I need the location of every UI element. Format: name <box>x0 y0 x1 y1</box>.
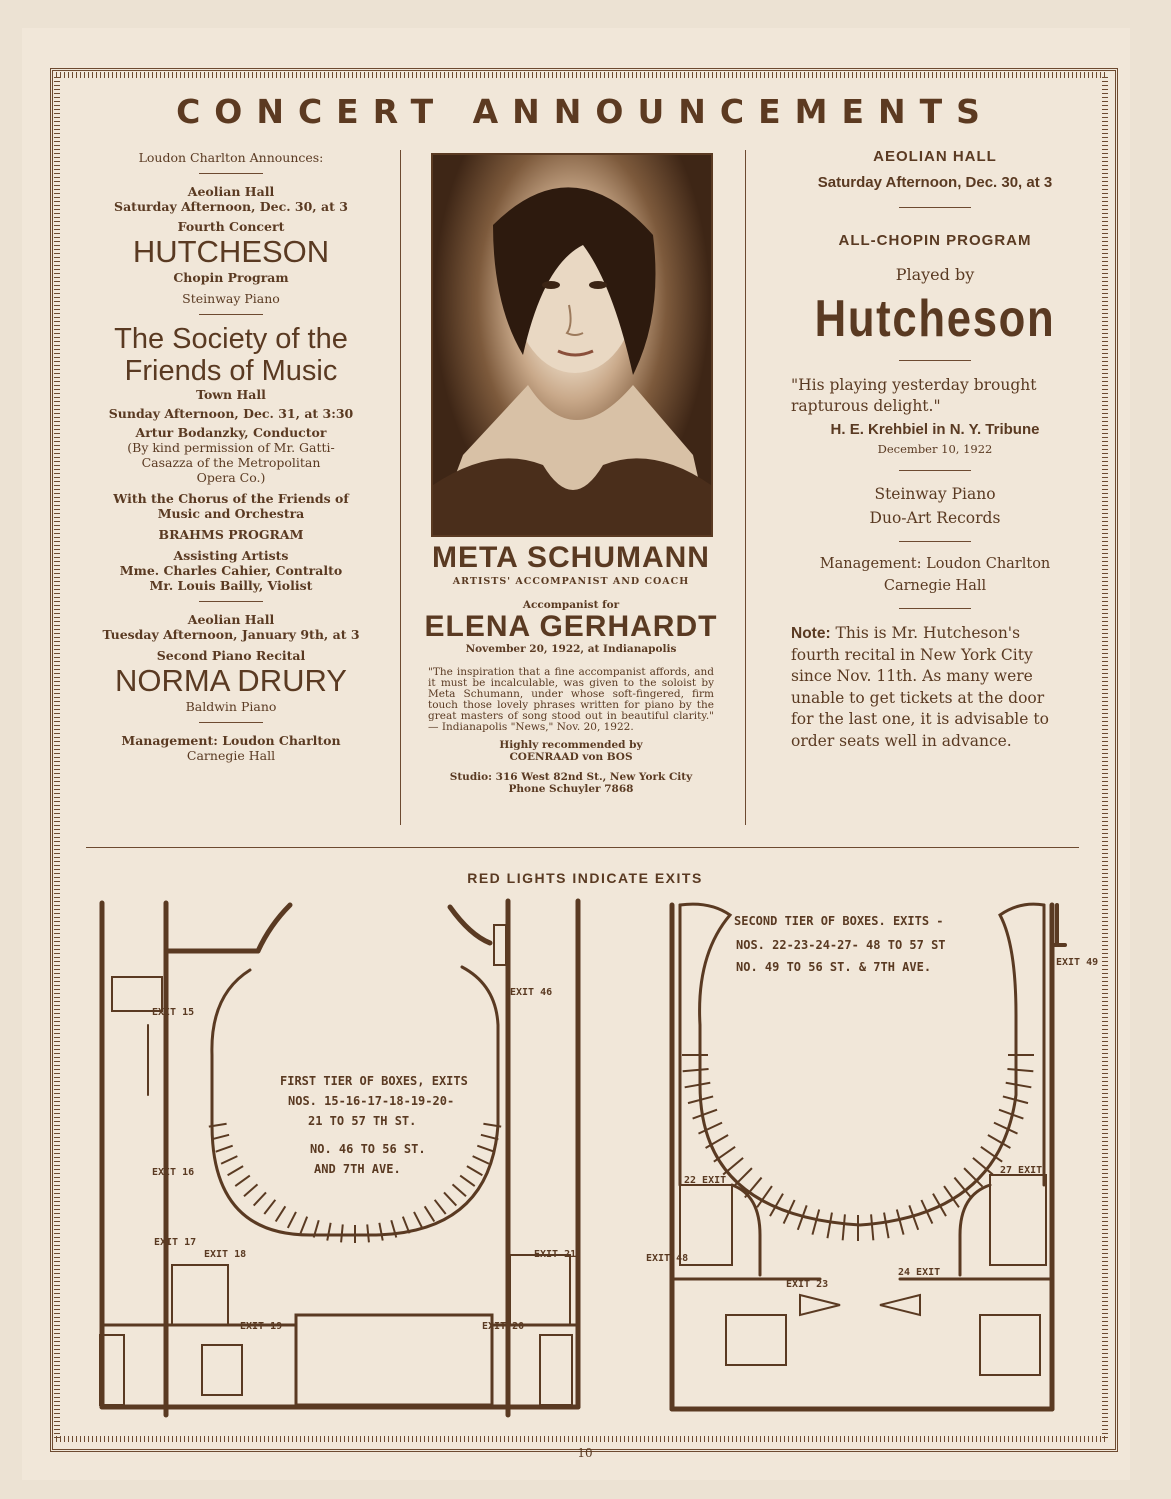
first-tier-floor-plan <box>90 895 590 1415</box>
note-line: order seats well in advance. <box>791 731 1012 750</box>
border-hatch-right <box>1102 76 1108 1438</box>
exit-label: EXIT 17 <box>154 1237 197 1248</box>
accompanist-role: ARTISTS' ACCOMPANIST AND COACH <box>452 576 690 587</box>
box-divider <box>216 1146 233 1152</box>
exit-label: 24 EXIT <box>898 1267 941 1278</box>
page-title: CONCERT ANNOUNCEMENTS <box>176 92 994 131</box>
column-divider-left <box>400 150 401 825</box>
artist-name: Hutcheson <box>814 290 1056 348</box>
box-divider <box>693 1110 717 1119</box>
note-line: This is Mr. Hutcheson's <box>835 624 1021 642</box>
divider <box>899 541 971 542</box>
management-line: Management: Loudon Charlton <box>121 733 341 748</box>
first-tier-text-1: FIRST TIER OF BOXES, EXITS <box>280 1074 468 1088</box>
box-divider <box>685 1083 711 1088</box>
note-line: since Nov. 11th. As many were <box>791 667 1033 685</box>
divider <box>899 207 971 208</box>
box-divider <box>341 1224 343 1242</box>
divider <box>199 722 263 723</box>
box-divider <box>367 1224 369 1242</box>
review-quote: "His playing yesterday brought <box>791 376 1037 394</box>
border-hatch-left <box>54 76 60 1438</box>
review-quote: "The inspiration that a fine accompanist affords, and it must be incalculable, was given to the soloist by Meta Schumann, under whose soft-fingered, firm touch those lovely phrases written for piano by the great masters of song stood out in beautiful clarity." — Indianapolis "News," Nov. 20, 1922. <box>428 666 714 733</box>
box-divider <box>264 1200 275 1214</box>
border-hatch-top <box>56 72 1106 78</box>
recommended-line: Highly recommended by <box>499 739 643 751</box>
divider <box>199 314 263 315</box>
box-divider <box>327 1223 330 1241</box>
management-line: Management: Loudon Charlton <box>819 556 1051 572</box>
box-divider <box>884 1213 889 1239</box>
concert-number: Fourth Concert <box>177 219 285 234</box>
hall-name: Aeolian Hall <box>187 184 275 199</box>
plans-heading: RED LIGHTS INDICATE EXITS <box>467 870 703 886</box>
recommender-name: COENRAAD von BOS <box>509 751 633 763</box>
box-divider <box>228 1166 243 1175</box>
assisting-heading: Assisting Artists <box>173 548 289 563</box>
second-tier-text-3: NO. 49 TO 56 ST. & 7TH AVE. <box>736 960 932 974</box>
exit-label: EXIT 18 <box>204 1249 247 1260</box>
program-name: Chopin Program <box>173 270 289 285</box>
hall-name: AEOLIAN HALL <box>873 148 997 165</box>
divider <box>199 173 263 174</box>
divider <box>899 360 971 361</box>
exit-label: EXIT 19 <box>240 1321 283 1332</box>
box-divider <box>698 1123 722 1134</box>
box-divider <box>288 1212 296 1228</box>
exit-label: EXIT 23 <box>786 1279 829 1290</box>
program-name: ALL-CHOPIN PROGRAM <box>838 232 1032 249</box>
studio-address: Studio: 316 West 82nd St., New York City <box>449 771 693 783</box>
note-label: Note: <box>791 625 831 642</box>
left-column <box>72 150 390 763</box>
box-divider <box>723 1158 743 1175</box>
box-divider <box>435 1200 446 1214</box>
box-divider <box>460 1176 475 1187</box>
box-divider <box>254 1192 266 1205</box>
exit-label: 22 EXIT <box>684 1175 727 1186</box>
exit-label: EXIT 21 <box>534 1249 577 1260</box>
permission-line: Opera Co.) <box>196 470 266 485</box>
box-divider <box>444 1192 456 1205</box>
singer-name: ELENA GERHARDT <box>424 610 718 643</box>
section-divider <box>86 847 1079 848</box>
box-divider <box>734 1168 752 1186</box>
critic-name: H. E. Krehbiel in N. Y. Tribune <box>830 421 1040 438</box>
exit-label: EXIT 46 <box>510 987 553 998</box>
exit-label: EXIT 49 <box>1056 957 1099 968</box>
event-date: Saturday Afternoon, Dec. 30, at 3 <box>817 174 1053 191</box>
box-divider <box>988 1135 1011 1148</box>
box-divider <box>425 1206 435 1221</box>
exit-label: 27 EXIT <box>1000 1165 1043 1176</box>
performance-date: November 20, 1922, at Indianapolis <box>465 643 677 655</box>
management-hall: Carnegie Hall <box>186 748 276 763</box>
box-divider <box>453 1184 467 1196</box>
artist-name: NORMA DRURY <box>115 663 347 698</box>
second-tier-text-1: SECOND TIER OF BOXES. EXITS - <box>734 914 944 928</box>
hall-name: Aeolian Hall <box>187 612 275 627</box>
box-divider <box>467 1166 482 1175</box>
hall-name: Town Hall <box>196 387 266 402</box>
chorus-line: Music and Orchestra <box>157 506 305 521</box>
box-divider <box>473 1156 489 1164</box>
box-divider <box>212 1135 229 1139</box>
note-paragraph <box>775 623 1095 752</box>
accompanist-name: META SCHUMANN <box>432 541 710 574</box>
box-divider <box>812 1210 819 1235</box>
box-divider <box>897 1210 904 1235</box>
review-quote: rapturous delight." <box>791 397 941 415</box>
event-date: Tuesday Afternoon, January 9th, at 3 <box>102 627 360 642</box>
records-brand: Duo-Art Records <box>869 509 1001 527</box>
played-by: Played by <box>895 265 975 284</box>
exit-label: EXIT 48 <box>646 1253 689 1264</box>
page-number: 10 <box>577 1446 593 1460</box>
second-tier-text-2: NOS. 22-23-24-27- 48 TO 57 ST <box>736 938 946 952</box>
right-column <box>775 148 1095 752</box>
box-divider <box>683 1069 709 1071</box>
note-line: unable to get tickets at the door <box>791 688 1045 707</box>
studio-phone: Phone Schuyler 7868 <box>508 783 634 795</box>
box-divider <box>379 1223 382 1241</box>
chorus-line: With the Chorus of the Friends of <box>113 491 349 506</box>
box-divider <box>871 1214 873 1240</box>
exit-label: EXIT 16 <box>152 1167 195 1178</box>
note-line: fourth recital in New York City <box>791 645 1033 664</box>
box-divider <box>235 1176 250 1187</box>
second-tier-floor-plan <box>646 895 1100 1415</box>
box-divider <box>414 1212 422 1228</box>
first-tier-text-4: NO. 46 TO 56 ST. <box>310 1142 426 1156</box>
intro-text: Loudon Charlton Announces: <box>138 150 324 165</box>
box-divider <box>1007 1069 1033 1071</box>
conductor-name: Artur Bodanzky, Conductor <box>135 425 327 440</box>
divider <box>899 470 971 471</box>
recital-name: Second Piano Recital <box>156 648 306 663</box>
assisting-artist: Mr. Louis Bailly, Violist <box>149 578 313 593</box>
exit-label: EXIT 20 <box>482 1321 525 1332</box>
box-divider <box>301 1217 308 1234</box>
box-divider <box>221 1156 237 1164</box>
permission-line: Casazza of the Metropolitan <box>141 455 321 470</box>
box-divider <box>827 1213 832 1239</box>
event-date: Sunday Afternoon, Dec. 31, at 3:30 <box>108 406 354 421</box>
middle-column <box>405 540 737 795</box>
border-hatch-bottom <box>56 1436 1106 1442</box>
box-divider <box>477 1146 494 1152</box>
piano-brand: Baldwin Piano <box>185 699 277 714</box>
piano-brand: Steinway Piano <box>182 291 280 306</box>
program-name: BRAHMS PROGRAM <box>158 527 304 542</box>
society-title-1: The Society of the <box>114 323 348 355</box>
accompanist-for: Accompanist for <box>522 599 620 611</box>
divider <box>899 608 971 609</box>
box-divider <box>1006 1083 1032 1088</box>
artist-name: HUTCHESON <box>132 234 330 269</box>
note-line: for the last one, it is advisable to <box>791 710 1049 728</box>
column-divider-right <box>745 150 746 825</box>
first-tier-text-5: AND 7TH AVE. <box>314 1162 401 1176</box>
box-divider <box>843 1214 845 1240</box>
assisting-artist: Mme. Charles Cahier, Contralto <box>119 563 343 578</box>
critic-date: December 10, 1922 <box>877 442 993 456</box>
exit-label: EXIT 15 <box>152 1007 195 1018</box>
first-tier-text-2: NOS. 15-16-17-18-19-20- <box>288 1094 455 1108</box>
society-title-2: Friends of Music <box>124 355 338 387</box>
portrait-photo <box>431 153 713 537</box>
box-divider <box>244 1184 258 1196</box>
event-date: Saturday Afternoon, Dec. 30, at 3 <box>114 199 348 214</box>
box-divider <box>276 1206 286 1221</box>
management-hall: Carnegie Hall <box>883 578 987 594</box>
divider <box>199 601 263 602</box>
first-tier-text-3: 21 TO 57 TH ST. <box>308 1114 417 1128</box>
permission-line: (By kind permission of Mr. Gatti- <box>127 440 335 455</box>
piano-brand: Steinway Piano <box>874 485 996 503</box>
